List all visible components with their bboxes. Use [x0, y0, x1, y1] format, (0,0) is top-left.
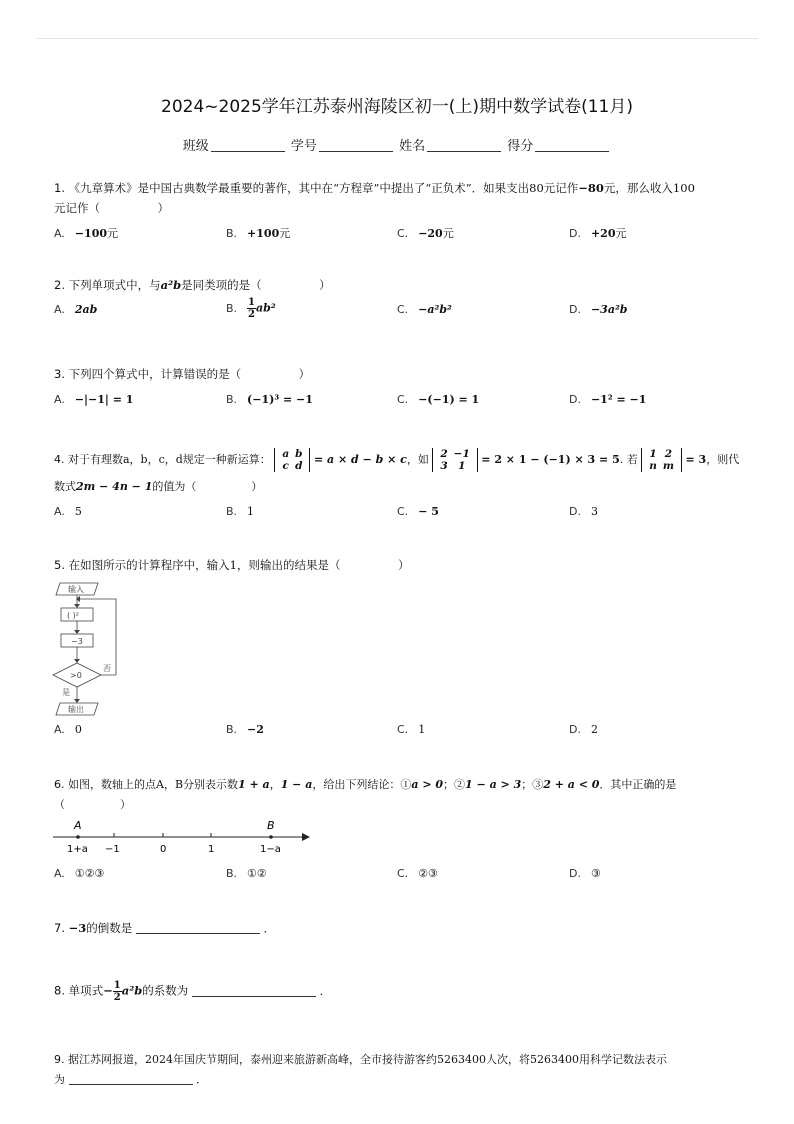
point-b-label: B: [267, 819, 275, 832]
question-9: 9. 据江苏网报道，2024年国庆节期间，泰州迎来旅游新高峰，全市接待游客约5263400人次，将5263400用科学记数法表示 为 ．: [54, 1053, 667, 1086]
fraction: $\frac{1}{2}$: [248, 297, 256, 320]
point-b: [269, 835, 273, 839]
question-2: 2. 下列单项式中，与a²b是同类项的是（ ）: [54, 278, 331, 292]
determinant-example: 2 −1 3 1: [432, 448, 477, 472]
answer-blank[interactable]: [192, 984, 316, 997]
question-4: 4. 对于有理数a，b，c，d规定一种新运算： a b c d = a × d − b × c，如 2 −1 3 1 = 2 × 1 − (−1) × 3 = 5. 若 1 2 n m = 3，则代 数式2m − 4n − 1的值为（ ）: [54, 448, 740, 493]
determinant-condition: 1 2 n m: [641, 448, 682, 472]
option-a[interactable]: A. 2ab: [54, 303, 98, 316]
option-a[interactable]: A. 0: [54, 723, 82, 736]
tick-label: 1+a: [67, 844, 88, 855]
id-label: 学号: [290, 139, 317, 154]
question-7: 7. −3的倒数是 ．: [54, 921, 276, 935]
option-a[interactable]: A. 5: [54, 505, 82, 518]
tick-label: −1: [105, 844, 120, 855]
option-d[interactable]: D. −1² = −1: [569, 393, 647, 406]
no-label: 否: [103, 664, 111, 673]
question-6: 6. 如图，数轴上的点A，B分别表示数1 + a，1 − a，给出下列结论：①a > 0；②1 − a > 3；③2 + a < 0．其中正确的是 （ ）: [54, 778, 677, 811]
option-c[interactable]: C. −20元: [397, 227, 454, 240]
option-b[interactable]: B. 1: [226, 505, 255, 518]
score-label: 得分: [507, 139, 534, 154]
axis-arrow: [302, 833, 310, 841]
id-blank[interactable]: [319, 139, 393, 152]
option-b[interactable]: B. +100元: [226, 227, 291, 240]
option-b[interactable]: B. ①②: [226, 867, 267, 880]
class-label: 班级: [182, 139, 209, 154]
answer-blank[interactable]: [136, 921, 260, 934]
option-c[interactable]: C. − 5: [397, 505, 439, 518]
option-d[interactable]: D. ③: [569, 867, 601, 880]
number-line: [48, 815, 318, 860]
output-label: 输出: [68, 705, 84, 714]
option-c[interactable]: C. −(−1) = 1: [397, 393, 480, 406]
option-b[interactable]: B. (−1)³ = −1: [226, 393, 313, 406]
option-d[interactable]: D. 3: [569, 505, 598, 518]
option-c[interactable]: C. ②③: [397, 867, 438, 880]
tick-label: 1: [208, 844, 215, 855]
option-a[interactable]: A. −|−1| = 1: [54, 393, 134, 406]
question-3: 3. 下列四个算式中，计算错误的是（ ）: [54, 367, 311, 381]
point-a-label: A: [74, 819, 82, 832]
square-label: ( )²: [67, 611, 79, 620]
tick-label: 1−a: [260, 844, 281, 855]
score-blank[interactable]: [535, 139, 609, 152]
condition-label: >0: [70, 671, 82, 680]
answer-blank[interactable]: [69, 1072, 193, 1085]
determinant-definition: a b c d: [274, 448, 310, 472]
option-d[interactable]: D. +20元: [569, 227, 627, 240]
student-info-line: [0, 135, 794, 154]
question-1: 1. 《九章算术》是中国古典数学最重要的著作，其中在“方程章”中提出了“正负术”．如果支出80元记作−80元，那么收入100 元记作（ ）: [54, 181, 695, 215]
option-b[interactable]: B. −2: [226, 723, 264, 736]
question-8: 8. 单项式− $\frac{1}{2}$ a²b的系数为 ．: [54, 980, 332, 1003]
flowchart: [48, 578, 128, 718]
yes-label: 是: [62, 688, 70, 697]
page-title: 2024~2025学年江苏泰州海陵区初一(上)期中数学试卷(11月): [161, 97, 633, 117]
header-rule: [36, 38, 758, 39]
name-blank[interactable]: [427, 139, 501, 152]
option-b[interactable]: B. $\frac{1}{2}$ ab²: [226, 297, 276, 320]
input-label: 输入: [68, 585, 84, 594]
option-d[interactable]: D. 2: [569, 723, 598, 736]
question-5: 5. 在如图所示的计算程序中，输入1，则输出的结果是（ ）: [54, 558, 410, 572]
option-d[interactable]: D. −3a²b: [569, 303, 628, 316]
name-label: 姓名: [399, 139, 426, 154]
tick-label: 0: [160, 844, 167, 855]
point-a: [76, 835, 80, 839]
class-blank[interactable]: [211, 139, 285, 152]
option-a[interactable]: A. −100元: [54, 227, 119, 240]
option-a[interactable]: A. ①②③: [54, 867, 105, 880]
option-c[interactable]: C. 1: [397, 723, 426, 736]
minus-label: −3: [71, 637, 83, 646]
fraction: $\frac{1}{2}$: [113, 980, 121, 1003]
option-c[interactable]: C. −a²b²: [397, 303, 452, 316]
